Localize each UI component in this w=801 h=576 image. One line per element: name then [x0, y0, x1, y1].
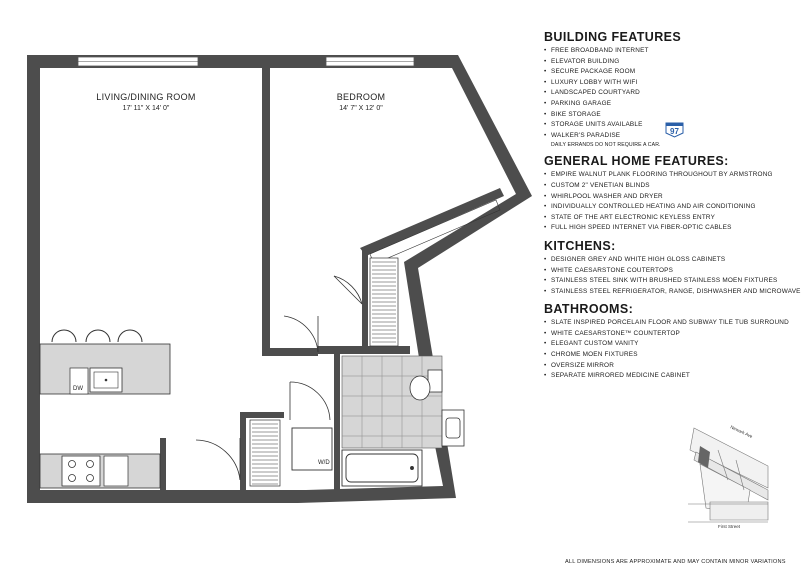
feature-item: • STATE OF THE ART ELECTRONIC KEYLESS ENTRY	[544, 213, 716, 221]
feature-item: • STORAGE UNITS AVAILABLE	[544, 121, 643, 129]
feature-list	[544, 255, 801, 297]
street-label-bottom: First Street	[718, 524, 741, 529]
site-key-map	[688, 420, 768, 530]
feature-item: • STAINLESS STEEL REFRIGERATOR, RANGE, DISHWASHER AND MICROWAVE	[544, 287, 801, 295]
feature-item: • EMPIRE WALNUT PLANK FLOORING THROUGHOUT BY ARMSTRONG	[544, 171, 773, 179]
section-title: BUILDING FEATURES	[544, 30, 682, 44]
feature-item: • SECURE PACKAGE ROOM	[544, 68, 636, 76]
feature-item: • WHIRLPOOL WASHER AND DRYER	[544, 192, 663, 200]
bar-stools	[52, 330, 142, 342]
feature-item: • WHITE CAESARSTONE COUTERTOPS	[544, 266, 674, 274]
partition-wall	[262, 68, 270, 356]
feature-item: • FULL HIGH SPEED INTERNET VIA FIBER-OPTIC CABLES	[544, 224, 732, 232]
living-room-label: LIVING/DINING ROOM	[96, 92, 196, 102]
feature-item: • SEPARATE MIRRORED MEDICINE CABINET	[544, 372, 691, 380]
feature-list	[544, 318, 789, 382]
bedroom-dims: 14' 7" X 12' 0"	[339, 105, 383, 112]
feature-item: • ELEGANT CUSTOM VANITY	[544, 340, 639, 348]
feature-item: • LUXURY LOBBY WITH WIFI	[544, 78, 638, 86]
feature-item: • WALKER'S PARADISE	[544, 131, 621, 139]
section-title: BATHROOMS:	[544, 302, 634, 317]
bath-wall	[334, 354, 340, 490]
walk-score-value: 97	[670, 127, 679, 136]
feature-item: • PARKING GARAGE	[544, 99, 612, 107]
feature-item: • BIKE STORAGE	[544, 110, 601, 118]
section-kitchens	[544, 238, 801, 297]
section-building-features	[544, 30, 768, 149]
living-room-dims: 17' 11" X 14' 0"	[122, 105, 170, 112]
feature-item: • STAINLESS STEEL SINK WITH BRUSHED STAINLESS MOEN FIXTURES	[544, 277, 778, 285]
walk-score-badge-icon	[665, 122, 684, 138]
feature-item: • INDIVIDUALLY CONTROLLED HEATING AND AIR CONDITIONING	[544, 203, 756, 211]
feature-item: • WHITE CAESARSTONE™ COUNTERTOP	[544, 329, 681, 337]
entry-wall	[240, 412, 246, 490]
refrigerator	[104, 456, 128, 486]
street-label-top: Newark Ave	[729, 424, 754, 440]
dimensions-disclaimer: ALL DIMENSIONS ARE APPROXIMATE AND MAY CONTAIN MINOR VARIATIONS	[565, 559, 786, 565]
range-icon	[62, 456, 100, 486]
feature-item: • FREE BROADBAND INTERNET	[544, 47, 649, 54]
feature-item: • ELEVATOR BUILDING	[544, 57, 620, 65]
bedroom-label: BEDROOM	[336, 92, 386, 102]
bedroom-bottom-wall	[270, 348, 318, 356]
features-panel	[544, 30, 801, 390]
feature-item: • LANDSCAPED COURTYARD	[544, 89, 640, 97]
feature-item: • OVERSIZE MIRROR	[544, 361, 615, 369]
section-title: KITCHENS:	[544, 238, 616, 253]
feature-item: • CUSTOM 2" VENETIAN BLINDS	[544, 181, 650, 189]
closet-wall	[318, 346, 410, 354]
bathroom-floor	[342, 356, 442, 448]
bathtub-icon	[342, 450, 422, 486]
feature-list	[544, 170, 773, 234]
feature-item: • SLATE INSPIRED PORCELAIN FLOOR AND SUBWAY TILE TUB SURROUND	[544, 319, 789, 327]
section-title: GENERAL HOME FEATURES:	[544, 154, 729, 169]
section-general-home-features	[544, 154, 773, 234]
washer-dryer-label: W/D	[318, 460, 330, 466]
section-bathrooms	[544, 302, 789, 382]
walkers-paradise-note: DAILY ERRANDS DO NOT REQUIRE A CAR.	[551, 142, 661, 149]
feature-item: • DESIGNER GREY AND WHITE HIGH GLOSS CABINETS	[544, 255, 726, 263]
feature-item: • CHROME MOEN FIXTURES	[544, 351, 638, 359]
hall-wall	[240, 412, 284, 418]
vanity-sink-icon	[442, 410, 464, 446]
feature-list	[544, 46, 768, 141]
kitchen-wall	[160, 438, 166, 490]
dishwasher-label: DW	[73, 386, 83, 392]
closet-side-wall	[362, 248, 368, 346]
